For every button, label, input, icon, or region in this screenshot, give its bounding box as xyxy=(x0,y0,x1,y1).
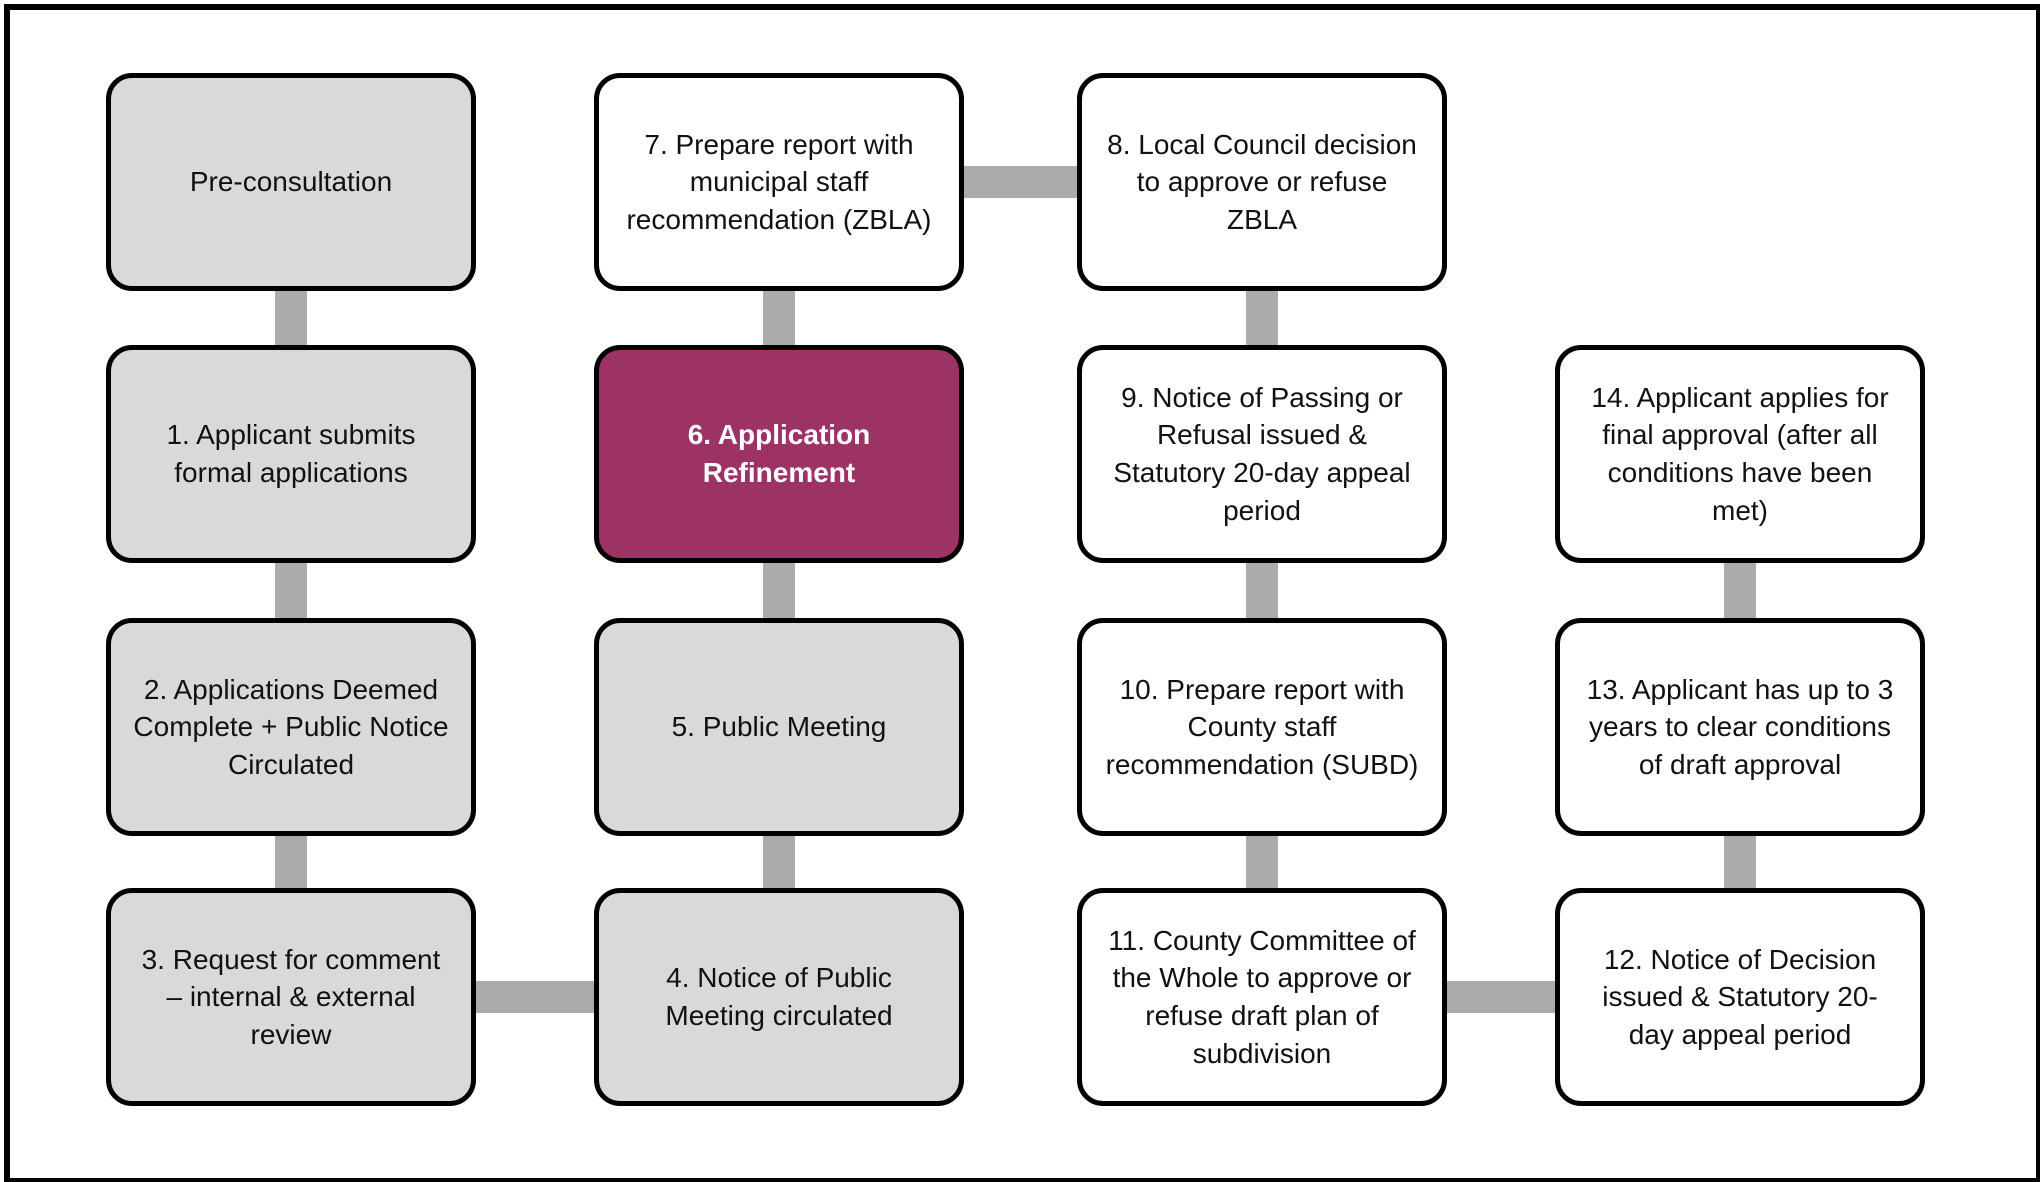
flow-node-pre xyxy=(106,73,476,291)
connector-9-10 xyxy=(1246,557,1278,624)
flow-node-12 xyxy=(1555,888,1925,1106)
flow-node-4-label: 4. Notice of Public Meeting circulated xyxy=(665,962,893,1031)
connector-8-9 xyxy=(1246,285,1278,351)
flow-node-1 xyxy=(106,345,476,563)
flow-node-8-label: 8. Local Council decision to approve or refuse ZBLA xyxy=(1107,128,1417,235)
flow-node-12-label: 12. Notice of Decision issued & Statutory 20-day appeal period xyxy=(1602,943,1878,1050)
flow-node-10-label: 10. Prepare report with County staff recommendation (SUBD) xyxy=(1105,673,1419,780)
flow-node-2-label: 2. Applications Deemed Complete + Public Notice Circulated xyxy=(133,673,449,780)
flow-node-9-label: 9. Notice of Passing or Refusal issued & Statutory 20-day appeal period xyxy=(1113,381,1411,526)
flow-node-11 xyxy=(1077,888,1447,1106)
flow-node-6-label: 6. Application Refinement xyxy=(687,419,871,488)
flow-node-13 xyxy=(1555,618,1925,836)
connector-13-14 xyxy=(1724,557,1756,624)
flow-node-6 xyxy=(594,345,964,563)
flow-node-8 xyxy=(1077,73,1447,291)
connector-4-5 xyxy=(763,830,795,894)
connector-11-12 xyxy=(1441,981,1561,1013)
connector-12-13 xyxy=(1724,830,1756,894)
flow-node-11-label: 11. County Committee of the Whole to approve or refuse draft plan of subdivision xyxy=(1108,924,1416,1069)
flow-node-5 xyxy=(594,618,964,836)
connector-pre-1 xyxy=(275,285,307,351)
flow-node-1-label: 1. Applicant submits formal applications xyxy=(166,419,416,488)
connector-5-6 xyxy=(763,557,795,624)
connector-10-11 xyxy=(1246,830,1278,894)
flow-node-pre-label: Pre-consultation xyxy=(189,166,393,198)
connector-6-7 xyxy=(763,285,795,351)
connector-2-3 xyxy=(275,830,307,894)
flow-node-7 xyxy=(594,73,964,291)
flow-node-9 xyxy=(1077,345,1447,563)
connector-7-8 xyxy=(958,166,1083,198)
flow-node-3-label: 3. Request for comment – internal & external review xyxy=(141,943,441,1050)
flow-node-13-label: 13. Applicant has up to 3 years to clear conditions of draft approval xyxy=(1586,673,1894,780)
connector-3-4 xyxy=(470,981,600,1013)
connector-1-2 xyxy=(275,557,307,624)
flow-node-3 xyxy=(106,888,476,1106)
flow-node-4 xyxy=(594,888,964,1106)
flow-node-7-label: 7. Prepare report with municipal staff recommendation (ZBLA) xyxy=(626,128,932,235)
flow-node-10 xyxy=(1077,618,1447,836)
flow-node-14-label: 14. Applicant applies for final approval (after all conditions have been met) xyxy=(1591,381,1889,526)
flow-node-14 xyxy=(1555,345,1925,563)
flow-node-5-label: 5. Public Meeting xyxy=(671,711,887,743)
flow-node-2 xyxy=(106,618,476,836)
